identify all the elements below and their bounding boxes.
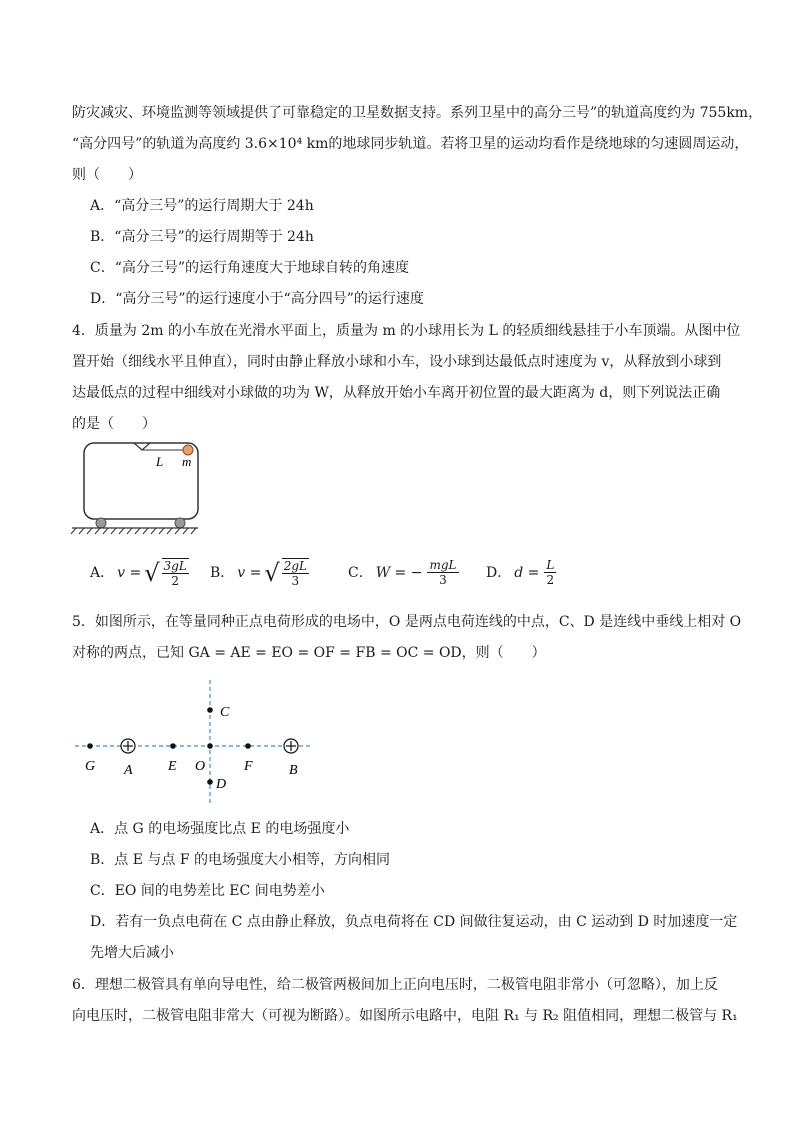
q4-option-c (348, 558, 461, 587)
q4-option-b-label: B． (210, 565, 235, 581)
q4-option-c-den: 3 (439, 573, 447, 587)
q3-text-line-3: 则（ ） (72, 167, 142, 183)
q3-text-line-2: “高分四号”的轨道为高度约 3.6×10⁴ km的地球同步轨道。若将卫星的运动均看作是绕地球的匀速圆周运动， (72, 136, 749, 152)
q5-option-d-line-1: D．若有一负点电荷在 C 点由静止释放，负点电荷将在 CD 间做往复运动，由 C 运动到 D 时加速度一定 (90, 914, 738, 930)
label-E: E (168, 759, 177, 774)
ground-hatch (71, 528, 196, 534)
label-D: D (216, 777, 227, 792)
q4-option-d-den: 2 (546, 573, 555, 587)
q4-option-a (90, 558, 191, 588)
q5-text-line-2: 对称的两点，已知 GA = AE = EO = OF = FB = OC = OD，则（ ） (72, 645, 546, 661)
q4-option-d (486, 558, 558, 587)
q3-text-line-1: 防灾减灾、环境监测等领域提供了可靠稳定的卫星数据支持。系列卫星中的高分三号”的轨道高度约为 755km， (72, 105, 763, 121)
point-D (207, 779, 213, 785)
q4-option-b-lhs: v = (237, 565, 262, 581)
q4-option-b-num: 2gL (283, 559, 307, 573)
point-O (207, 743, 213, 749)
q4-cart-figure (70, 440, 210, 535)
q3-option-a: A．“高分三号”的运行周期大于 24h (90, 198, 314, 214)
q4-option-a-lhs: v = (117, 565, 142, 581)
q4-option-b-den: 3 (291, 574, 300, 588)
q4-text-line-1: 4．质量为 2m 的小车放在光滑水平面上，质量为 m 的小球用长为 L 的轻质细线悬挂于小车顶端。从图中位 (72, 323, 741, 339)
q5-option-b: B．点 E 与点 F 的电场强度大小相等，方向相同 (90, 852, 391, 868)
q5-field-figure (70, 678, 320, 808)
q4-text-line-2: 置开始（细线水平且伸直），同时由静止释放小球和小车，设小球到达最低点时速度为 v，从释放到小球到 (72, 354, 722, 370)
label-L: L (156, 454, 164, 469)
q4-option-a-sqrt: √ $\frac{3gL}{2}$ (144, 559, 187, 588)
q4-option-d-lhs: d = (514, 564, 540, 581)
q5-option-a: A．点 G 的电场强度比点 E 的电场强度小 (90, 821, 350, 837)
q5-option-c: C．EO 间的电势差比 EC 间电势差小 (90, 883, 325, 899)
q4-option-d-num: L (546, 558, 555, 572)
point-C (207, 707, 213, 713)
q4-option-d-label: D． (486, 564, 512, 581)
point-G (87, 743, 93, 749)
q4-option-c-lhs: W = − (375, 564, 423, 581)
q5-text-line-1: 5．如图所示，在等量同种正点电荷形成的电场中，O 是两点电荷连线的中点，C、D 是连线中垂线上相对 O (72, 614, 742, 630)
q4-option-a-num: 3gL (163, 559, 187, 573)
q4-option-a-label: A． (90, 565, 115, 581)
q6-text-line-2: 向电压时，二极管电阻非常大（可视为断路）。如图所示电路中，电阻 R₁ 与 R₂ 阻值相同，理想二极管与 R₁ (72, 1008, 738, 1024)
q4-text-line-4: 的是（ ） (72, 416, 156, 432)
point-E (170, 743, 176, 749)
label-G: G (85, 759, 96, 774)
q4-option-b-sqrt: √ $\frac{2gL}{3}$ (264, 559, 307, 588)
q4-text-line-3: 达最低点的过程中细线对小球做的功为 W，从释放开始小车离开初位置的最大距离为 d，则下列说法正确 (72, 385, 721, 401)
wheel-left (96, 518, 106, 528)
q3-option-c: C．“高分三号”的运行角速度大于地球自转的角速度 (90, 260, 410, 276)
label-F: F (244, 759, 253, 774)
q4-option-b (210, 558, 311, 588)
cart-body (84, 443, 198, 519)
label-m: m (182, 454, 192, 469)
label-B: B (289, 763, 298, 778)
q4-option-c-num: mgL (429, 558, 457, 572)
charge-A (121, 739, 135, 753)
q6-text-line-1: 6．理想二极管具有单向导电性，给二极管两极间加上正向电压时，二极管电阻非常小（可忽略），加上反 (72, 977, 718, 993)
label-A: A (124, 763, 133, 778)
q3-option-b: B．“高分三号”的运行周期等于 24h (90, 229, 314, 245)
label-O: O (195, 759, 206, 774)
point-F (245, 743, 251, 749)
q4-option-a-den: 2 (171, 574, 179, 588)
label-C: C (220, 705, 230, 720)
q3-option-d: D．“高分三号”的运行速度小于“高分四号”的运行速度 (90, 291, 424, 307)
wheel-right (175, 518, 185, 528)
q4-option-c-label: C． (348, 564, 373, 581)
charge-B (284, 739, 298, 753)
q5-option-d-line-2: 先增大后减小 (90, 945, 174, 961)
